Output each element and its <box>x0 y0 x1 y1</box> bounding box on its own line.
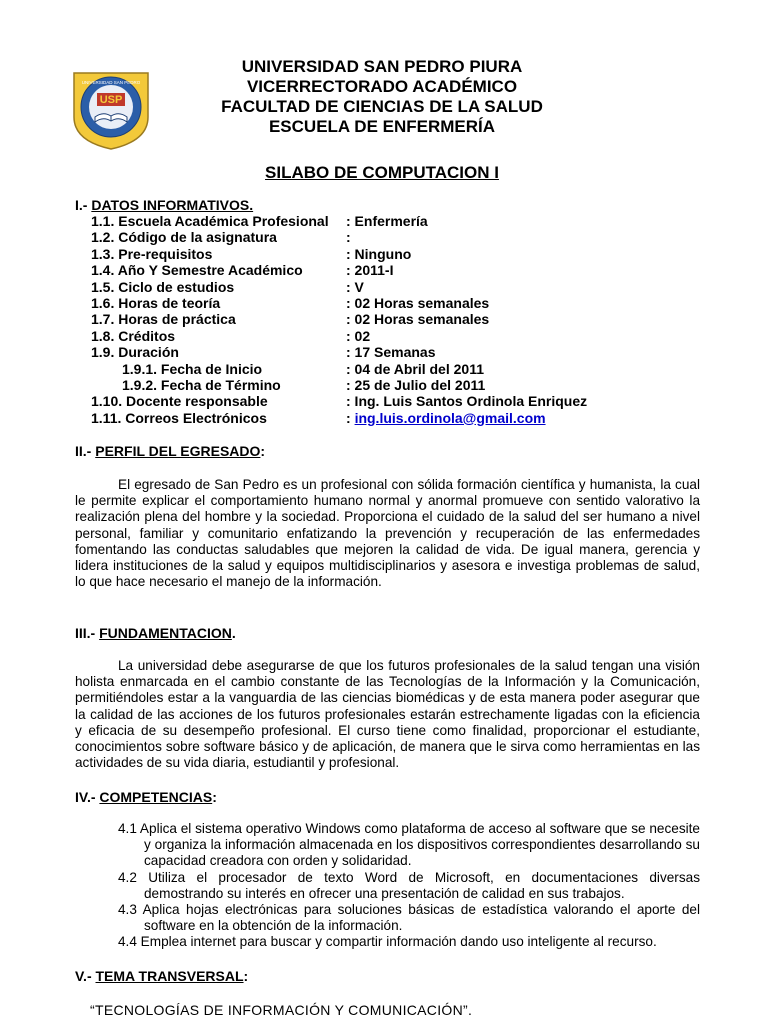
info-row: 1.1. Escuela Académica Profesional : Enfermería <box>91 213 428 229</box>
list-item: 4.2 Utiliza el procesador de texto Word de Microsoft, en documentaciones diversas demostrando su interés en ofrecer una presentación de calidad en sus trabajos. <box>118 869 700 901</box>
svg-text:UNIVERSIDAD SAN PEDRO: UNIVERSIDAD SAN PEDRO <box>81 80 141 85</box>
rationale-paragraph: La universidad debe asegurarse de que los futuros profesionales de la salud tengan una visión holista enmarcada en el cambio constante de las Tecnologías de la Información y la Comunicación, permitiéndoles estar a la vanguardia de las ciencias biomédicas y de esta manera poder asegurar que la calidad de las acciones de los futuros profesionales estarán estrechamente ligadas con la eficiencia y eficacia de su desempeño profesional. El curso tiene como finalidad, proporcionar el estudiante, conocimientos sobre software básico y de aplicación, de manera que le sirva como herramientas en las actividades de su vida diaria, estudiantil y profesional. <box>75 658 700 771</box>
transversal-theme-quote: “TECNOLOGÍAS DE INFORMACIÓN Y COMUNICACIÓN”. <box>90 1002 473 1018</box>
email-link[interactable]: ing.luis.ordinola@gmail.com <box>354 409 546 426</box>
school-name: ESCUELA DE ENFERMERÍA <box>268 117 496 136</box>
list-item: 4.1 Aplica el sistema operativo Windows como plataforma de acceso al software que se necesite y organiza la información almacenada en los dispositivos correspondientes desarrollando su capacidad creadora con orden y solidaridad. <box>118 821 700 869</box>
institution-header <box>160 57 604 137</box>
info-row: 1.4. Año Y Semestre Académico : 2011-I <box>91 262 394 279</box>
section-2-heading: II.- PERFIL DEL EGRESADO: <box>75 443 266 459</box>
info-row: 1.5. Ciclo de estudios : V <box>91 278 364 295</box>
info-list <box>0 213 768 426</box>
university-name: UNIVERSIDAD SAN PEDRO PIURA <box>241 57 523 76</box>
info-row: 1.9.1. Fecha de Inicio : 04 de Abril del 2011 <box>122 360 484 377</box>
section-4-heading: IV.- COMPETENCIAS: <box>75 789 217 805</box>
document-title: SILABO DE COMPUTACION I <box>265 163 499 182</box>
svg-text:USP: USP <box>99 94 123 106</box>
info-row: 1.11. Correos Electrónicos : ing.luis.ordinola@gmail.com <box>91 409 546 426</box>
info-row: 1.8. Créditos : 02 <box>91 327 371 344</box>
section-1-heading: I.- DATOS INFORMATIVOS. <box>75 197 254 213</box>
vice-rectorate: VICERRECTORADO ACADÉMICO <box>246 77 518 96</box>
faculty-name: FACULTAD DE CIENCIAS DE LA SALUD <box>221 97 543 116</box>
info-row: 1.6. Horas de teoría : 02 Horas semanales <box>91 294 490 311</box>
university-logo <box>68 69 154 151</box>
info-row: 1.7. Horas de práctica : 02 Horas semanales <box>91 311 490 328</box>
graduate-profile-paragraph: El egresado de San Pedro es un profesional con sólida formación científica y humanista, la cual le permite explicar el comportamiento humano normal y anormal promueve con sentido valorativo la realización plena del hombre y la sociedad. Proporciona el cuidado de la salud del ser humano a nivel personal, familiar y comunitario enfatizando la prevención y recuperación de las enfermedades fomentando las conductas saludables que mejoren la calidad de vida. De igual manera, gerencia y lidera instituciones de la salud y equipos multidisciplinarios y asesora e investiga problemas de salud, lo que hace necesario el manejo de la información. <box>75 477 700 590</box>
section-5-heading: V.- TEMA TRANSVERSAL: <box>75 968 249 984</box>
list-item: 4.4 Emplea internet para buscar y compartir información dando uso inteligente al recurso. <box>118 934 657 950</box>
section-3-heading: III.- FUNDAMENTACION. <box>75 625 236 641</box>
info-row: 1.9.2. Fecha de Término : 25 de Julio del 2011 <box>122 376 486 393</box>
info-row: 1.3. Pre-requisitos : Ninguno <box>91 245 412 262</box>
info-row: 1.9. Duración : 17 Semanas <box>91 344 436 361</box>
list-item: 4.3 Aplica hojas electrónicas para soluciones básicas de estadística valorando el aporte del software en la obtención de la información. <box>118 902 700 934</box>
info-row: 1.10. Docente responsable : Ing. Luis Santos Ordinola Enriquez <box>91 393 588 410</box>
competencies-list <box>118 821 700 951</box>
info-row: 1.2. Código de la asignatura : <box>91 229 351 246</box>
